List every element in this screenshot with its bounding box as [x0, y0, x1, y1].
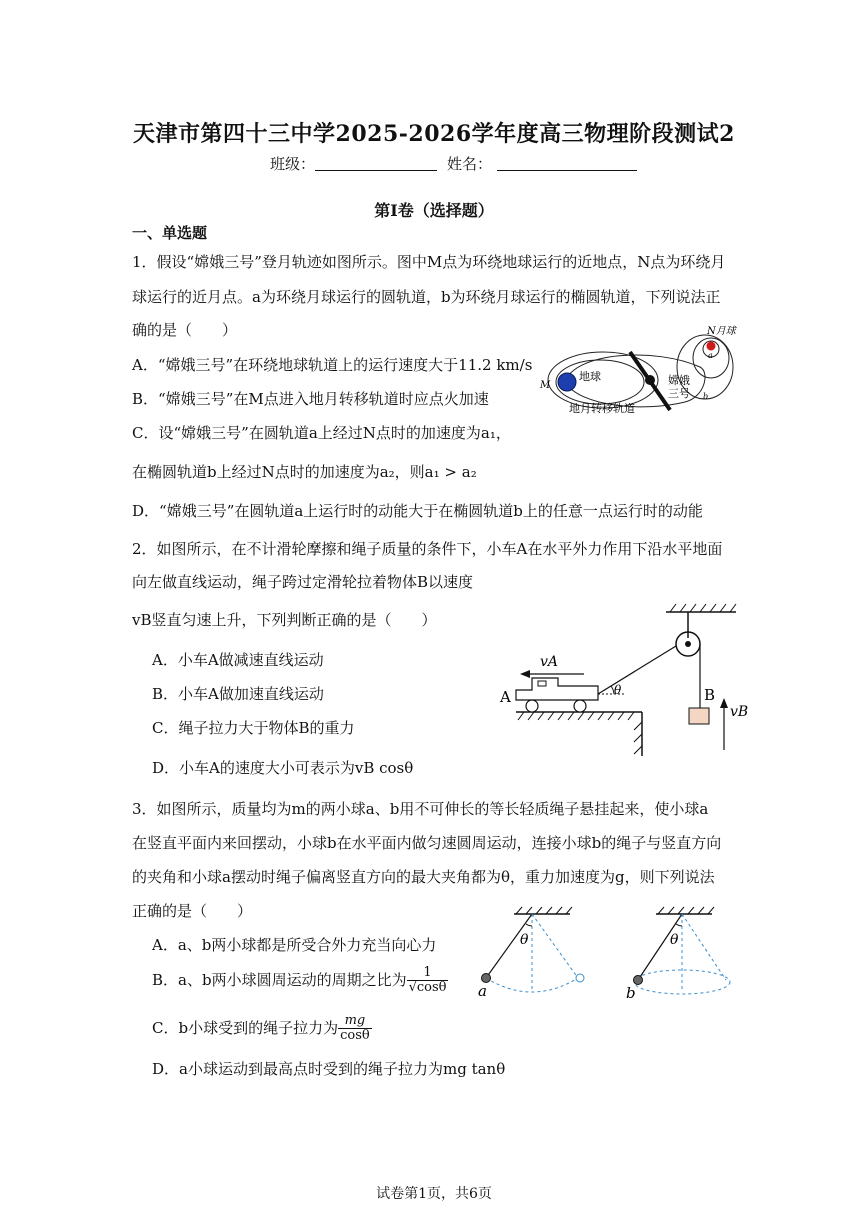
q3-option-b-text: B．a、b两小球圆周运动的周期之比为 — [152, 970, 407, 989]
q3-option-b — [152, 966, 448, 996]
q3-line-4: 正确的是（ ） — [132, 902, 253, 920]
rope-slanted — [598, 646, 676, 694]
q1-option-c-2: 在椭圆轨道b上经过N点时的加速度为a₂，则a₁ > a₂ — [132, 463, 477, 481]
q1-option-b: B．“嫦娥三号”在M点进入地月转移轨道时应点火加速 — [132, 390, 489, 408]
label-vb: vB — [730, 704, 749, 720]
q3-option-b-fraction — [407, 966, 449, 996]
section-title: 第Ⅰ卷（选择题） — [374, 201, 494, 220]
q2-line-2: 向左做直线运动，绳子跨过定滑轮拉着物体B以速度 — [132, 573, 474, 591]
q1-option-c-1: C．设“嫦娥三号”在圆轨道a上经过N点时的加速度为a₁， — [132, 424, 511, 442]
q3-option-c-numerator: mg — [338, 1014, 372, 1029]
label-a: A — [500, 688, 511, 706]
q3-line-1: 3．如图所示，质量均为m的两小球a、b用不可伸长的等长轻质绳子悬挂起来，使小球a — [132, 800, 709, 818]
ground-hatch — [518, 712, 642, 754]
va-arrowhead — [520, 670, 530, 678]
name-blank — [497, 170, 637, 171]
ceiling-hatch — [670, 604, 736, 612]
q1-option-d: D．“嫦娥三号”在圆轨道a上运行时的动能大于在椭圆轨道b上的任意一点运行时的动能 — [132, 502, 703, 520]
q2-option-a: A．小车A做减速直线运动 — [152, 651, 324, 669]
label-earth: 地球 — [579, 370, 601, 383]
label-va: vA — [540, 654, 559, 670]
q3-line-2: 在竖直平面内来回摆动，小球b在水平面内做匀速圆周运动，连接小球b的绳子与竖直方向 — [132, 834, 722, 852]
car-wheel-front — [526, 700, 538, 712]
q3-option-d: D．a小球运动到最高点时受到的绳子拉力为mg tanθ — [152, 1060, 506, 1078]
label-a: a — [478, 982, 487, 1000]
orbit-figure — [535, 322, 750, 418]
q2-option-c: C．绳子拉力大于物体B的重力 — [152, 719, 355, 737]
q1-option-a: A．“嫦娥三号”在环绕地球轨道上的运行速度大于11.2 km/s — [132, 356, 533, 374]
label-m: M — [540, 380, 551, 391]
q3-option-b-numerator: 1 — [407, 966, 449, 981]
ball-a-ghost — [576, 974, 584, 982]
class-blank — [315, 170, 437, 171]
moon-icon — [707, 342, 716, 351]
q3-option-b-denominator: √cosθ — [408, 980, 447, 996]
ceiling-a-hatch — [516, 907, 572, 914]
label-probe-1: 嫦娥 — [668, 374, 690, 387]
q2-option-b: B．小车A做加速直线运动 — [152, 685, 324, 703]
label-theta-b: θ — [670, 932, 679, 948]
probe-icon — [645, 375, 655, 385]
q3-option-c-fraction — [338, 1014, 372, 1044]
q3-option-c-denominator: cosθ — [340, 1028, 370, 1044]
label-b: B — [704, 686, 716, 704]
label-b: b — [626, 984, 636, 1002]
rope-b-mirror — [682, 914, 726, 980]
block-b — [689, 708, 709, 724]
label-theta: θ — [614, 683, 622, 697]
q2-option-d: D．小车A的速度大小可表示为vB cosθ — [152, 759, 414, 777]
car-a — [516, 678, 598, 700]
vb-arrowhead — [720, 698, 728, 708]
q3-option-c-text: C．b小球受到的绳子拉力为 — [152, 1018, 339, 1037]
angle-a-arc — [526, 924, 532, 926]
class-label: 班级： — [270, 155, 316, 173]
car-wheel-back — [574, 700, 586, 712]
q1-line-1: 1．假设“嫦娥三号”登月轨迹如图所示。图中M点为环绕地球运行的近地点，N点为环绕月 — [132, 253, 726, 271]
label-theta-a: θ — [520, 932, 529, 948]
q3-line-3: 的夹角和小球a摆动时绳子偏离竖直方向的最大夹角都为θ，重力加速度为g，则下列说法 — [132, 868, 715, 886]
angle-b-arc — [676, 924, 682, 926]
q1-line-3: 确的是（ ） — [132, 321, 238, 339]
label-a: a — [708, 351, 713, 360]
name-label: 姓名： — [447, 155, 493, 173]
earth-icon — [558, 373, 576, 391]
pulley-figure — [498, 602, 760, 758]
pendulum-figure — [470, 906, 770, 1006]
label-b: b — [703, 392, 709, 401]
q3-option-c — [152, 1014, 372, 1044]
q1-line-2: 球运行的近月点。a为环绕月球运行的圆轨道，b为环绕月球运行的椭圆轨道，下列说法正 — [132, 288, 721, 306]
car-window — [538, 681, 546, 686]
page-footer: 试卷第1页，共6页 — [376, 1186, 492, 1202]
q2-line-1: 2．如图所示，在不计滑轮摩擦和绳子质量的条件下，小车A在水平外力作用下沿水平地面 — [132, 540, 723, 558]
label-probe-2: 三号 — [668, 387, 690, 400]
pulley-axle — [685, 641, 691, 647]
section-subtitle: 一、单选题 — [132, 224, 208, 242]
q3-option-a: A．a、b两小球都是所受合外力充当向心力 — [152, 936, 437, 954]
label-transfer: 地月转移轨道 — [569, 402, 635, 415]
rope-a-mirror — [532, 914, 578, 978]
page-title: 天津市第四十三中学2025-2026学年度高三物理阶段测试2 — [133, 121, 735, 147]
label-n-moon: N月球 — [707, 326, 736, 337]
ceiling-b-hatch — [658, 907, 714, 914]
q2-line-3: vB竖直匀速上升，下列判断正确的是（ ） — [132, 611, 437, 629]
